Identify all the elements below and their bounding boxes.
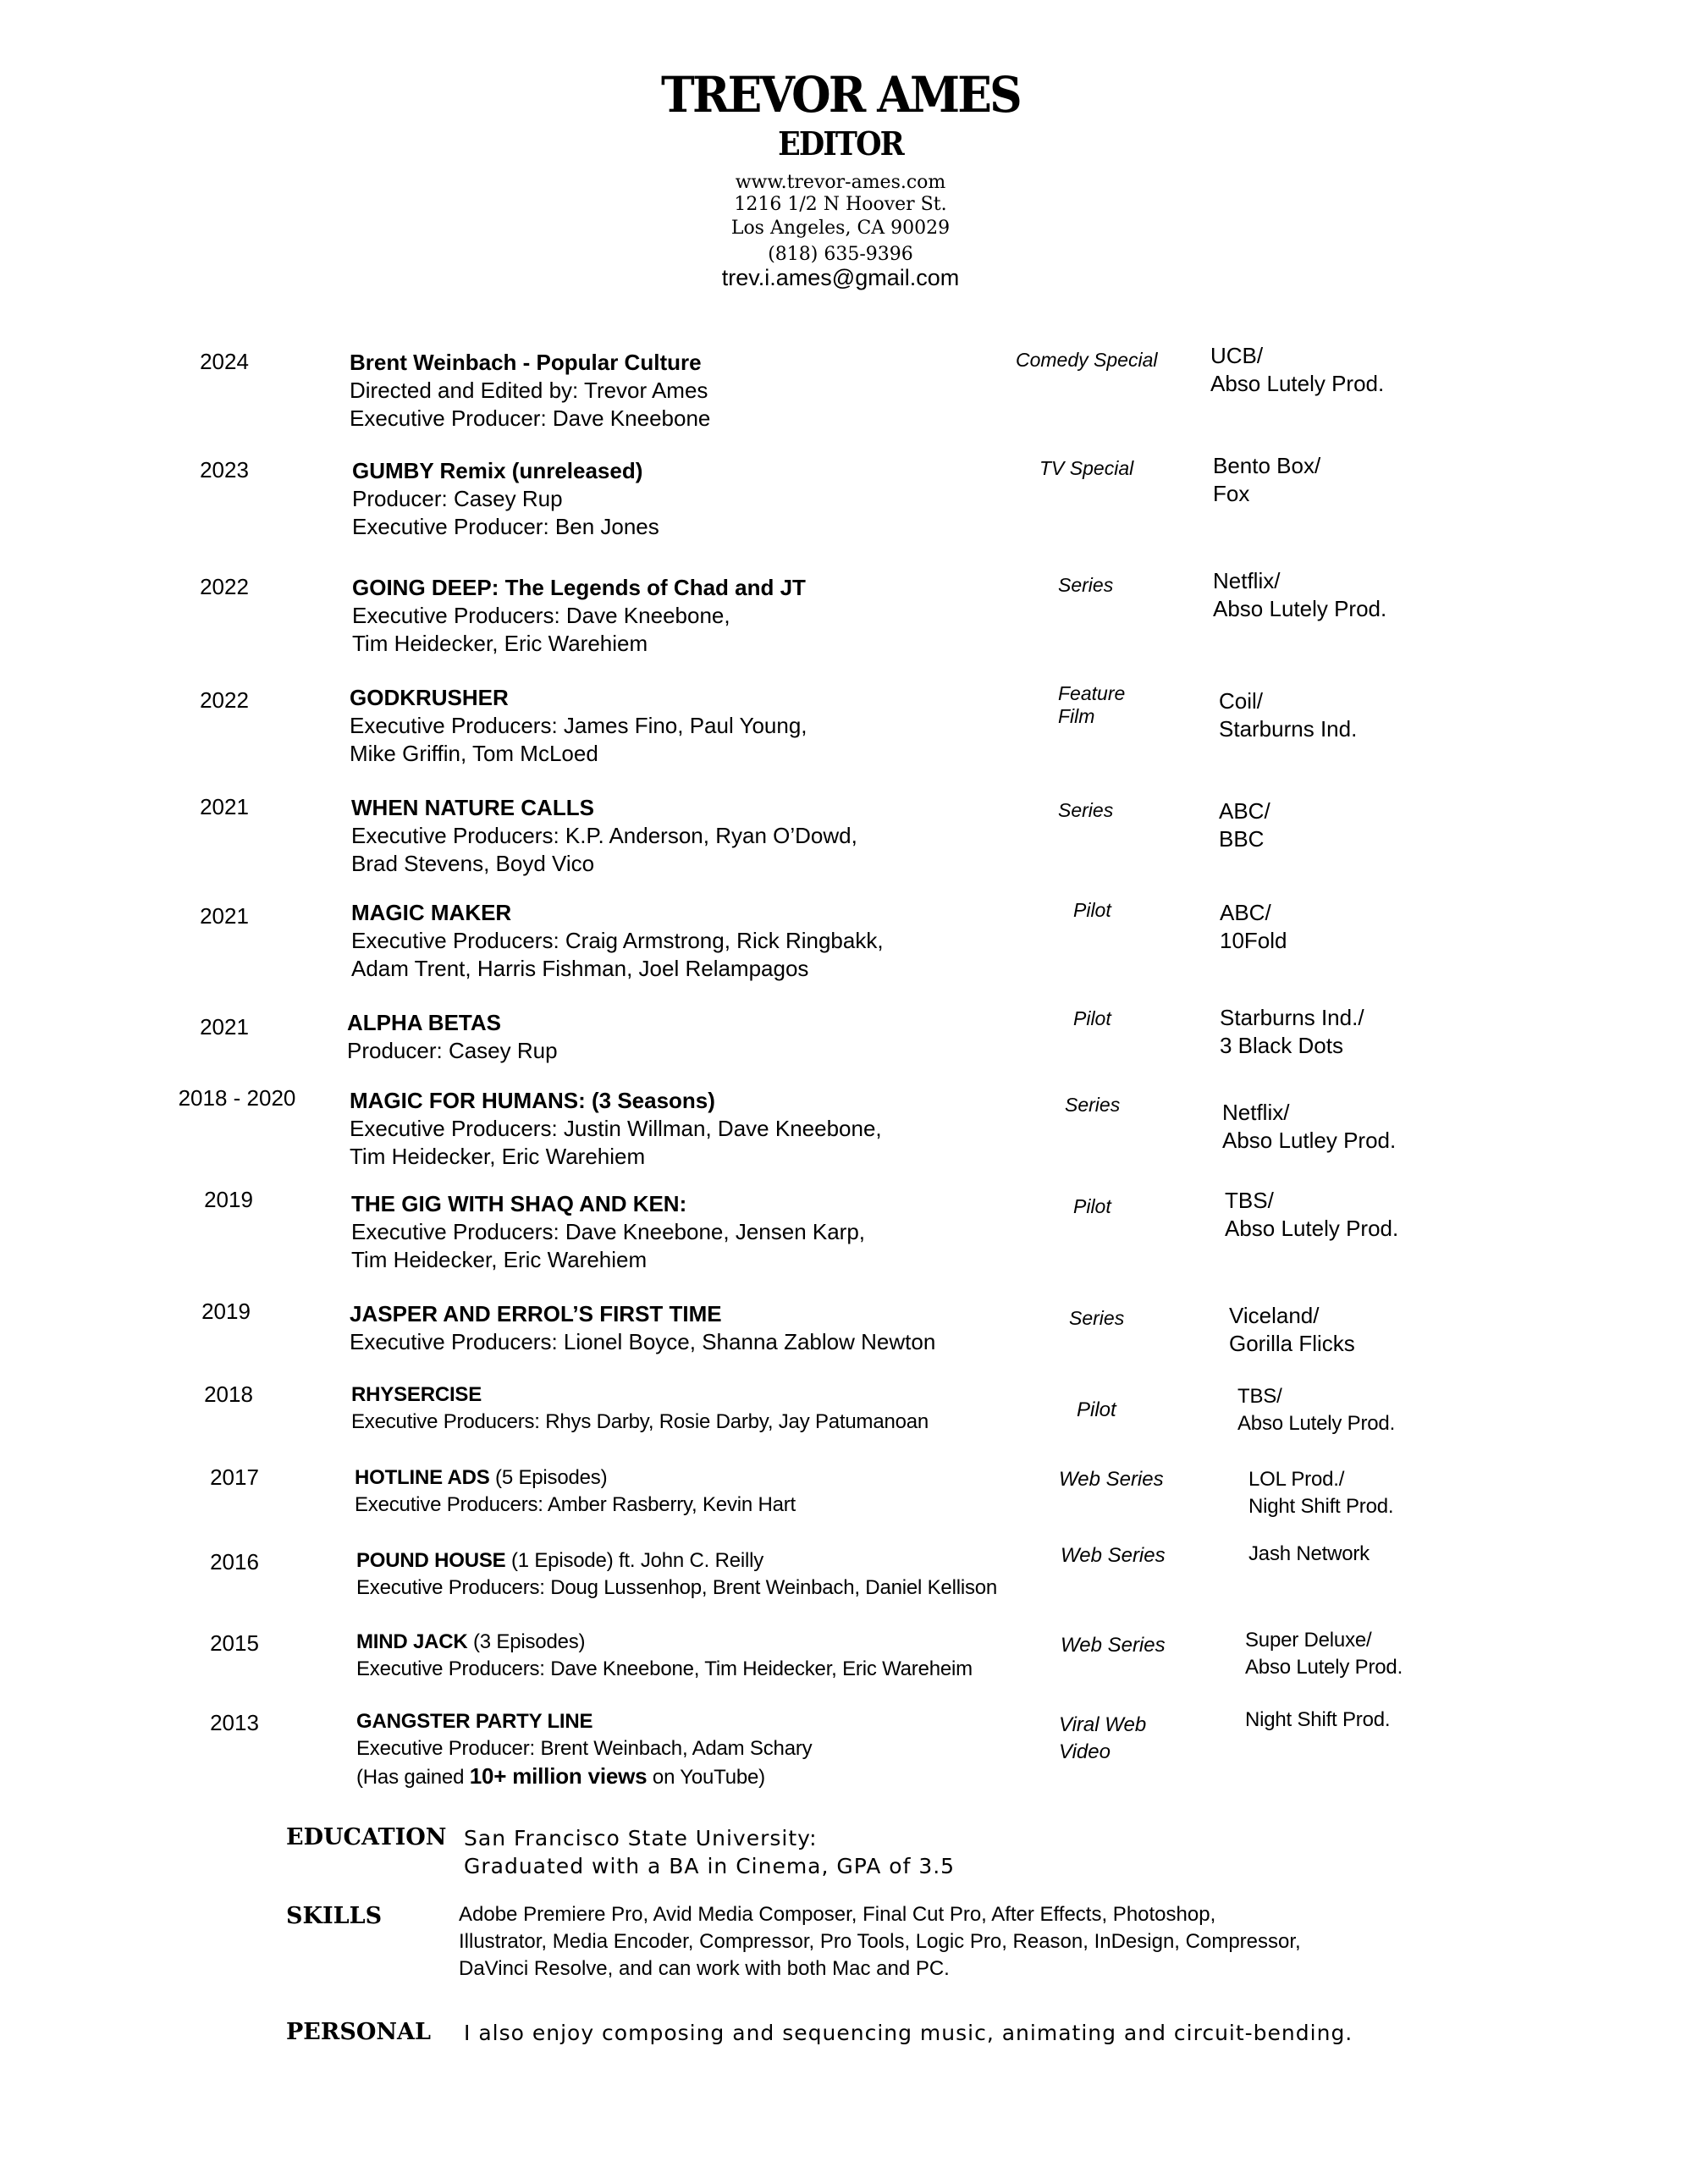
credit-network bbox=[1219, 797, 1270, 853]
credit-title: Brent Weinbach - Popular Culture bbox=[350, 350, 702, 375]
credit-category-line: Series bbox=[1069, 1307, 1125, 1329]
credit-category bbox=[1073, 899, 1111, 922]
credit-category bbox=[1061, 1542, 1166, 1569]
credit-network bbox=[1225, 1187, 1398, 1243]
email: trev.i.ames@gmail.com bbox=[721, 265, 960, 290]
credit-production bbox=[350, 684, 807, 768]
credit-network-line: ABC/ bbox=[1219, 798, 1270, 824]
credit-detail: Executive Producers: Craig Armstrong, Rick Ringbakk, bbox=[351, 928, 884, 953]
credit-year: 2021 bbox=[200, 794, 249, 819]
credit-detail: Tim Heidecker, Eric Warehiem bbox=[351, 1247, 648, 1272]
credit-network-line: Abso Lutley Prod. bbox=[1222, 1128, 1397, 1153]
credit-category-line: Web Series bbox=[1061, 1634, 1166, 1657]
credit-year: 2019 bbox=[204, 1187, 253, 1212]
credit-title-suffix: (1 Episode) ft. John C. Reilly bbox=[505, 1549, 764, 1572]
credit-production bbox=[351, 794, 857, 878]
credit-network-line: Starburns Ind./ bbox=[1220, 1005, 1364, 1030]
credit-network-line: Bento Box/ bbox=[1213, 453, 1321, 478]
education-line-1: San Francisco State University: bbox=[464, 1826, 818, 1850]
credit-year: 2019 bbox=[201, 1299, 251, 1324]
credit-note-suffix: on YouTube) bbox=[647, 1766, 765, 1789]
credit-network bbox=[1245, 1627, 1403, 1681]
credit-network-line: Coil/ bbox=[1219, 688, 1264, 714]
credit-detail: Executive Producer: Brent Weinbach, Adam Schary bbox=[356, 1737, 813, 1760]
credit-production bbox=[347, 1009, 558, 1065]
credit-production bbox=[350, 1300, 935, 1356]
credit-title-line bbox=[351, 1190, 865, 1218]
credit-title-line bbox=[352, 574, 806, 602]
skills-label: SKILLS bbox=[286, 1903, 383, 1929]
credit-title: MAGIC FOR HUMANS: (3 Seasons) bbox=[350, 1088, 715, 1113]
credit-network-line: Starburns Ind. bbox=[1219, 716, 1358, 742]
credit-detail: Executive Producers: Lionel Boyce, Shanna Zablow Newton bbox=[350, 1329, 936, 1354]
credit-title-line bbox=[351, 794, 857, 822]
education-line-2: Graduated with a BA in Cinema, GPA of 3.5 bbox=[464, 1854, 956, 1878]
skills-line-3: DaVinci Resolve, and can work with both Mac and PC. bbox=[459, 1957, 950, 1980]
credit-note-prefix: (Has gained bbox=[356, 1766, 470, 1789]
credit-network-line: Fox bbox=[1213, 481, 1250, 506]
credit-category bbox=[1073, 1195, 1111, 1218]
credit-title-line bbox=[350, 1300, 935, 1328]
credit-year: 2021 bbox=[200, 903, 249, 929]
credit-network-line: UCB/ bbox=[1210, 343, 1264, 368]
credit-title-line bbox=[351, 899, 884, 927]
credit-network bbox=[1222, 1099, 1396, 1155]
credit-title-line bbox=[347, 1009, 558, 1037]
credit-year: 2018 bbox=[204, 1382, 253, 1407]
credit-title: GOING DEEP: The Legends of Chad and JT bbox=[352, 575, 806, 600]
credit-category-line: Film bbox=[1058, 705, 1095, 727]
credit-production bbox=[356, 1547, 997, 1602]
credit-detail: Executive Producers: Dave Kneebone, Jensen Karp, bbox=[351, 1219, 866, 1244]
credit-network bbox=[1219, 687, 1357, 743]
credit-category-line: Series bbox=[1065, 1094, 1121, 1116]
credit-network-line: Night Shift Prod. bbox=[1245, 1708, 1391, 1731]
credit-year: 2018 - 2020 bbox=[178, 1085, 296, 1111]
credit-network bbox=[1213, 452, 1320, 508]
credit-year: 2017 bbox=[210, 1464, 259, 1490]
credit-title-line bbox=[356, 1547, 997, 1575]
credit-category-line: Pilot bbox=[1077, 1398, 1116, 1421]
credit-network-line: Abso Lutely Prod. bbox=[1210, 371, 1385, 396]
credit-title: GUMBY Remix (unreleased) bbox=[352, 458, 643, 483]
credit-network-line: TBS/ bbox=[1225, 1188, 1274, 1213]
credit-title-line bbox=[356, 1629, 973, 1656]
credit-title: RHYSERCISE bbox=[351, 1383, 482, 1406]
credit-category-line: Pilot bbox=[1073, 1195, 1111, 1217]
credit-detail: Executive Producer: Dave Kneebone bbox=[350, 405, 711, 431]
credit-category-line: Series bbox=[1058, 574, 1114, 596]
credit-production bbox=[351, 1190, 865, 1274]
education-label: EDUCATION bbox=[286, 1824, 447, 1850]
credit-category bbox=[1058, 682, 1125, 728]
phone: (818) 635-9396 bbox=[768, 244, 913, 265]
credit-category bbox=[1069, 1307, 1124, 1330]
credit-category bbox=[1059, 1466, 1164, 1493]
credit-production bbox=[351, 899, 884, 983]
credit-detail: Mike Griffin, Tom McLoed bbox=[350, 741, 598, 766]
credit-title-line bbox=[351, 1382, 929, 1409]
credit-category bbox=[1016, 349, 1157, 372]
credit-network-line: ABC/ bbox=[1220, 900, 1271, 925]
credit-title-line bbox=[356, 1708, 812, 1735]
credit-detail: Tim Heidecker, Eric Warehiem bbox=[352, 631, 648, 656]
credit-title: MAGIC MAKER bbox=[351, 900, 512, 925]
credit-production bbox=[350, 349, 710, 433]
credit-category bbox=[1039, 457, 1133, 480]
credit-production bbox=[356, 1708, 812, 1791]
credit-title-suffix: (5 Episodes) bbox=[489, 1466, 608, 1489]
credit-detail: Executive Producers: Dave Kneebone, bbox=[352, 603, 730, 628]
website: www.trevor-ames.com bbox=[735, 172, 946, 193]
credit-detail: Brad Stevens, Boyd Vico bbox=[351, 851, 595, 876]
credit-network bbox=[1248, 1541, 1370, 1568]
credit-year: 2021 bbox=[200, 1014, 249, 1040]
resume-name: TREVOR AMES bbox=[661, 66, 1020, 124]
credit-title: GANGSTER PARTY LINE bbox=[356, 1710, 593, 1733]
credit-network-line: Gorilla Flicks bbox=[1229, 1331, 1355, 1356]
credit-year: 2022 bbox=[200, 574, 249, 599]
credit-network-line: Abso Lutely Prod. bbox=[1213, 596, 1387, 621]
skills-line-2: Illustrator, Media Encoder, Compressor, Pro Tools, Logic Pro, Reason, InDesign, Compressor, bbox=[459, 1930, 1301, 1953]
credit-category bbox=[1059, 1712, 1146, 1766]
skills-line-1: Adobe Premiere Pro, Avid Media Composer, Final Cut Pro, After Effects, Photoshop, bbox=[459, 1903, 1216, 1926]
credit-detail: Adam Trent, Harris Fishman, Joel Relampagos bbox=[351, 956, 809, 981]
credit-network bbox=[1237, 1383, 1395, 1437]
credit-category bbox=[1073, 1007, 1111, 1030]
credit-network-line: Super Deluxe/ bbox=[1245, 1629, 1372, 1652]
credit-title-line bbox=[350, 684, 807, 712]
credit-network-line: Abso Lutely Prod. bbox=[1245, 1656, 1403, 1679]
skills-details bbox=[459, 1901, 1364, 1983]
credit-category-line: Series bbox=[1058, 799, 1114, 821]
credit-network-line: Jash Network bbox=[1248, 1542, 1370, 1565]
credit-category bbox=[1061, 1632, 1166, 1659]
credit-network-line: Night Shift Prod. bbox=[1248, 1495, 1394, 1518]
personal-text: I also enjoy composing and sequencing music, animating and circuit-bending. bbox=[464, 2021, 1353, 2045]
credit-category-line: Web Series bbox=[1059, 1468, 1164, 1491]
credit-network-line: 3 Black Dots bbox=[1220, 1033, 1343, 1058]
credit-title: ALPHA BETAS bbox=[347, 1010, 501, 1035]
credit-detail: Producer: Casey Rup bbox=[347, 1038, 558, 1063]
personal-label: PERSONAL bbox=[286, 2019, 431, 2045]
credit-category bbox=[1058, 799, 1113, 822]
credit-title: GODKRUSHER bbox=[350, 685, 509, 710]
credit-note bbox=[356, 1762, 812, 1791]
credit-category-line: Video bbox=[1059, 1740, 1111, 1763]
credit-detail: Executive Producers: James Fino, Paul Young, bbox=[350, 713, 807, 738]
credit-category-line: Web Series bbox=[1061, 1544, 1166, 1567]
credit-year: 2013 bbox=[210, 1710, 259, 1735]
credit-year: 2023 bbox=[200, 457, 249, 483]
address-street: 1216 1/2 N Hoover St. bbox=[734, 194, 947, 215]
credit-category-line: Pilot bbox=[1073, 899, 1111, 921]
credit-title-suffix: (3 Episodes) bbox=[467, 1630, 586, 1653]
credit-title: THE GIG WITH SHAQ AND KEN: bbox=[351, 1191, 687, 1216]
credit-network bbox=[1220, 899, 1287, 955]
credit-note-highlight: 10+ million views bbox=[469, 1763, 648, 1789]
credit-production bbox=[352, 574, 806, 658]
credit-detail: Directed and Edited by: Trevor Ames bbox=[350, 378, 708, 403]
credit-network bbox=[1245, 1707, 1390, 1734]
credit-network-line: Viceland/ bbox=[1229, 1303, 1320, 1328]
credit-network-line: Netflix/ bbox=[1222, 1100, 1290, 1125]
address-city: Los Angeles, CA 90029 bbox=[730, 218, 951, 239]
credit-title-line bbox=[355, 1464, 796, 1492]
credit-detail: Executive Producers: K.P. Anderson, Ryan O’Dowd, bbox=[351, 823, 857, 848]
credit-year: 2024 bbox=[200, 349, 249, 374]
credit-category-line: Viral Web bbox=[1059, 1713, 1147, 1736]
credit-year: 2016 bbox=[210, 1549, 259, 1575]
credit-title-line bbox=[350, 1087, 882, 1115]
education-details bbox=[464, 1824, 955, 1880]
resume-role: EDITOR bbox=[778, 124, 903, 163]
credit-network-line: Abso Lutely Prod. bbox=[1237, 1412, 1396, 1435]
credit-detail: Executive Producers: Dave Kneebone, Tim Heidecker, Eric Wareheim bbox=[356, 1657, 973, 1680]
credit-title: HOTLINE ADS bbox=[355, 1466, 490, 1489]
credit-network bbox=[1210, 342, 1384, 398]
credit-title: WHEN NATURE CALLS bbox=[351, 795, 594, 820]
credit-network-line: Netflix/ bbox=[1213, 568, 1281, 593]
credit-production bbox=[350, 1087, 882, 1171]
credit-category-line: TV Special bbox=[1039, 457, 1134, 479]
credit-category bbox=[1058, 574, 1113, 597]
credit-network bbox=[1229, 1302, 1355, 1358]
credit-title: MIND JACK bbox=[356, 1630, 468, 1653]
credit-detail: Tim Heidecker, Eric Warehiem bbox=[350, 1144, 646, 1169]
credit-network-line: LOL Prod./ bbox=[1248, 1468, 1345, 1491]
credit-title-line bbox=[350, 349, 710, 377]
credit-network-line: TBS/ bbox=[1237, 1385, 1282, 1408]
credit-category-line: Comedy Special bbox=[1016, 349, 1158, 371]
credit-category-line: Pilot bbox=[1073, 1007, 1111, 1029]
credit-title-line bbox=[352, 457, 659, 485]
credit-production bbox=[355, 1464, 796, 1519]
credit-production bbox=[352, 457, 659, 541]
credit-network bbox=[1213, 567, 1386, 623]
credit-year: 2022 bbox=[200, 687, 249, 713]
credit-network-line: BBC bbox=[1219, 826, 1265, 852]
credit-title: POUND HOUSE bbox=[356, 1549, 506, 1572]
credit-detail: Executive Producers: Justin Willman, Dave Kneebone, bbox=[350, 1116, 882, 1141]
credit-year: 2015 bbox=[210, 1630, 259, 1656]
credit-category bbox=[1077, 1397, 1116, 1424]
credit-network bbox=[1248, 1466, 1393, 1520]
credit-production bbox=[351, 1382, 929, 1436]
credit-category-line: Feature bbox=[1058, 682, 1126, 704]
credit-production bbox=[356, 1629, 973, 1683]
credit-detail: Executive Producers: Amber Rasberry, Kevin Hart bbox=[355, 1493, 796, 1516]
credit-category bbox=[1065, 1094, 1120, 1117]
credit-network-line: 10Fold bbox=[1220, 928, 1287, 953]
credit-network bbox=[1220, 1004, 1364, 1060]
credit-detail: Executive Producers: Doug Lussenhop, Brent Weinbach, Daniel Kellison bbox=[356, 1576, 998, 1599]
credit-detail: Producer: Casey Rup bbox=[352, 486, 563, 511]
credit-detail: Executive Producers: Rhys Darby, Rosie Darby, Jay Patumanoan bbox=[351, 1410, 929, 1433]
credit-network-line: Abso Lutely Prod. bbox=[1225, 1216, 1399, 1241]
credit-detail: Executive Producer: Ben Jones bbox=[352, 514, 659, 539]
credit-title: JASPER AND ERROL’S FIRST TIME bbox=[350, 1301, 722, 1326]
